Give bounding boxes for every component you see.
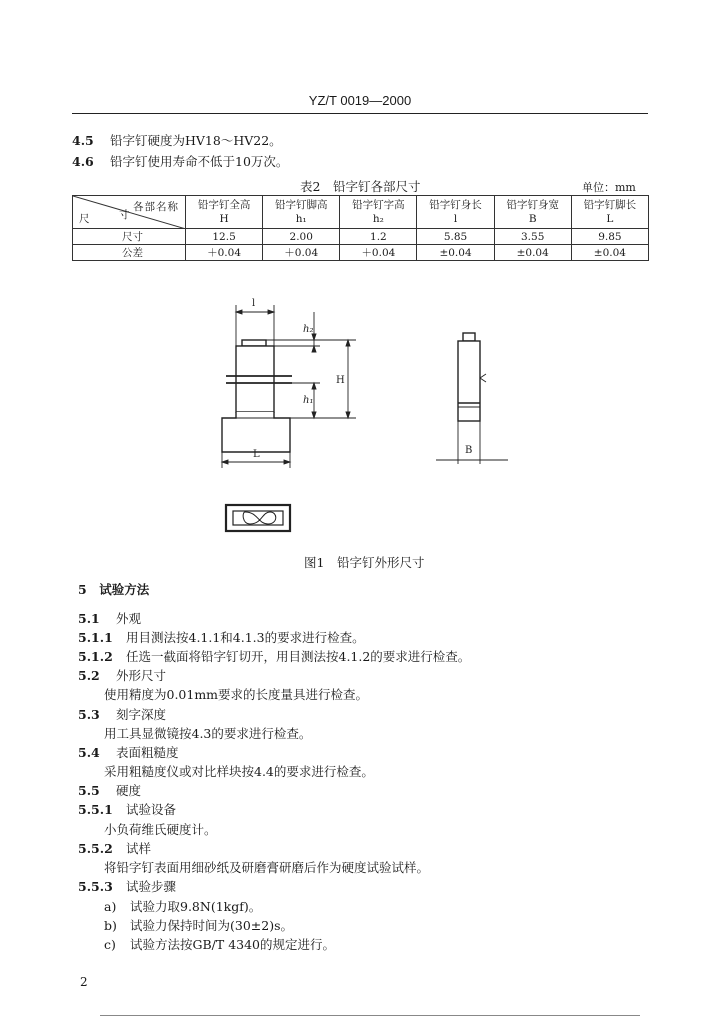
dim-B: [436, 421, 508, 464]
col-name: 铅字钉身宽: [506, 199, 559, 211]
table-col-header: [340, 196, 417, 229]
figure-1-drawing: [0, 290, 720, 550]
clause-number: 5.1.2: [78, 649, 113, 664]
col-name: 铅字钉脚长: [583, 199, 637, 211]
bottom-rule: [100, 1015, 640, 1016]
table-caption: 表2 铅字钉各部尺寸: [300, 179, 421, 194]
clause-number: 5.5.1: [78, 802, 113, 817]
clause-5-1: [78, 609, 141, 627]
table-col-header: [494, 196, 571, 229]
clause-text: 刻字深度: [116, 707, 167, 722]
clause-text: 试验步骤: [126, 879, 177, 894]
table-corner-cell: [73, 196, 186, 229]
table-cell: ＋0.04: [186, 245, 263, 261]
clause-text: 试验设备: [126, 802, 177, 817]
table-col-header: [263, 196, 340, 229]
clause-number: 5.4: [78, 745, 100, 760]
label-l: l: [252, 298, 256, 309]
table-cell: 9.85: [571, 229, 648, 245]
table-cell: ±0.04: [494, 245, 571, 261]
clause-5-4: [78, 743, 179, 761]
list-marker: b): [104, 918, 117, 933]
label-h2: h₂: [303, 324, 314, 335]
list-item-a: [104, 897, 261, 915]
table-unit: 单位：mm: [582, 181, 636, 194]
clause-body: 使用精度为0.01mm要求的长度量具进行检查。: [104, 687, 369, 702]
clause-body: 用工具显微镜按4.3的要求进行检查。: [104, 726, 312, 741]
row-label: 尺寸: [73, 229, 186, 245]
clause-text: 任选一截面将铅字钉切开，用目测法按4.1.2的要求进行检查。: [126, 649, 471, 664]
clause-text: 外形尺寸: [116, 668, 167, 683]
side-view: [458, 333, 486, 421]
clause-number: 5.2: [78, 668, 100, 683]
clause-body: 小负荷维氏硬度计。: [104, 822, 217, 837]
table-col-header: [186, 196, 263, 229]
table-col-header: [417, 196, 494, 229]
list-marker: c): [104, 937, 116, 952]
table-cell: 1.2: [340, 229, 417, 245]
label-B: B: [465, 445, 473, 456]
clause-number: 4.5: [72, 133, 94, 148]
clause-number: 5.3: [78, 707, 100, 722]
corner-header-label: 各部名称: [133, 201, 179, 213]
table-cell: ±0.04: [417, 245, 494, 261]
clause-5-2: [78, 666, 166, 684]
list-item-c: [104, 935, 335, 953]
table-cell: ＋0.04: [263, 245, 340, 261]
table-header-row: [73, 196, 649, 229]
table-cell: 2.00: [263, 229, 340, 245]
clause-text: 铅字钉硬度为HV18～HV22。: [109, 133, 282, 148]
col-symbol: h₂: [372, 213, 384, 225]
clause-text: 铅字钉使用寿命不低于10万次。: [109, 154, 289, 169]
label-L: L: [253, 449, 260, 460]
clause-text: 表面粗糙度: [116, 745, 179, 760]
clause-number: 5.5.2: [78, 841, 113, 856]
list-text: 试验力取9.8N(1kgf)。: [130, 899, 262, 914]
clause-5-1-1: [78, 628, 365, 646]
clause-5-5-2: [78, 839, 151, 857]
col-symbol: L: [606, 213, 614, 225]
page-number: 2: [80, 975, 88, 989]
clause-body: 采用粗糙度仪或对比样块按4.4的要求进行检查。: [104, 764, 374, 779]
clause-text: 用目测法按4.1.1和4.1.3的要求进行检查。: [126, 630, 365, 645]
type-face-view: [226, 505, 290, 531]
clause-text: 外观: [116, 611, 142, 626]
table-col-header: [571, 196, 648, 229]
clause-4-5: [72, 131, 282, 149]
clause-5-3: [78, 705, 166, 723]
row-label: 公差: [73, 245, 186, 261]
list-text: 试验力保持时间为(30±2)s。: [130, 918, 294, 933]
clause-text: 硬度: [116, 783, 142, 798]
table-row: [73, 229, 649, 245]
clause-number: 5.5.3: [78, 879, 113, 894]
clause-5-5-1: [78, 800, 176, 818]
col-name: 铅字钉脚高: [274, 199, 328, 211]
col-symbol: H: [219, 213, 229, 225]
clause-body: 将铅字钉表面用细砂纸及研磨膏研磨后作为硬度试验试样。: [104, 860, 430, 875]
label-H: H: [336, 375, 345, 386]
col-symbol: l: [453, 213, 458, 225]
table-cell: 5.85: [417, 229, 494, 245]
section-5-title: 5 试验方法: [78, 582, 150, 597]
clause-5-5: [78, 781, 141, 799]
col-symbol: B: [528, 213, 537, 225]
clause-4-6: [72, 152, 288, 170]
standard-code-header: YZ/T 0019—2000: [308, 93, 412, 108]
table-cell: 3.55: [494, 229, 571, 245]
corner-row-label: 尺: [79, 213, 90, 225]
table-row: [73, 245, 649, 261]
col-name: 铅字钉字高: [352, 199, 405, 211]
clause-text: 试样: [126, 841, 152, 856]
clause-number: 5.1.1: [78, 630, 113, 645]
clause-number: 4.6: [72, 154, 94, 169]
table-cell: 12.5: [186, 229, 263, 245]
header-rule: [72, 113, 648, 114]
dimensions-table: [72, 195, 649, 261]
clause-5-1-2: [78, 647, 470, 665]
col-name: 铅字钉身长: [429, 199, 482, 211]
clause-number: 5.5: [78, 783, 100, 798]
corner-row-label-2: 寸: [119, 209, 130, 221]
table-cell: ±0.04: [571, 245, 648, 261]
list-text: 试验方法按GB/T 4340的规定进行。: [130, 937, 336, 952]
clause-5-5-3: [78, 877, 176, 895]
col-symbol: h₁: [295, 213, 307, 225]
front-view: [222, 340, 292, 452]
table-cell: ＋0.04: [340, 245, 417, 261]
clause-number: 5.1: [78, 611, 100, 626]
list-item-b: [104, 916, 293, 934]
list-marker: a): [104, 899, 117, 914]
col-name: 铅字钉全高: [197, 199, 251, 211]
figure-caption: 图1 铅字钉外形尺寸: [304, 555, 425, 570]
label-h1: h₁: [303, 395, 314, 406]
